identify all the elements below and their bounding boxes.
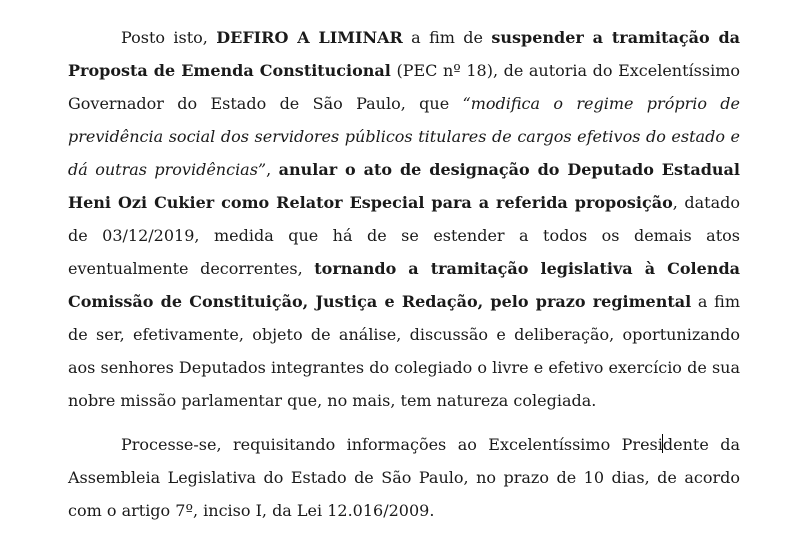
decision-intro-text: Posto isto,	[121, 28, 217, 47]
pec-subject-quote: “modifica o regime próprio de previdência social dos servidores públicos titulares de cargos efetivos do estado e dá outras providências”	[68, 94, 741, 179]
suspend-pec-text: suspender a tramitação da Proposta de Emenda Constitucional	[68, 28, 741, 80]
annul-designation-text: anular o ato de designação do Deputado Estadual Heni Ozi Cukier como Relator Especial para a referida proposição	[68, 160, 740, 212]
pec-authorship-text: (PEC nº 18), de autoria do Excelentíssimo Governador do Estado de São Paulo, que	[68, 61, 741, 113]
purpose-text: a fim de ser, efetivamente, objeto de análise, discussão e deliberação, oportunizando aos senhores Deputados integrantes do colegiado o livre e efetivo exercício de sua nobre missão parlamentar que, no mais, tem natureza colegiada.	[68, 292, 740, 410]
decision-paragraph	[68, 21, 740, 417]
return-to-committee-text: tornando a tramitação legislativa à Colenda Comissão de Constituição, Justiça e Redação, pelo prazo regimental	[68, 259, 740, 311]
defiro-liminar-text: DEFIRO A LIMINAR	[216, 28, 403, 47]
comma-text: ,	[266, 160, 279, 179]
connector-text: a fim de	[402, 28, 492, 47]
process-paragraph[interactable]	[68, 428, 740, 527]
process-text-after-cursor: dente da Assembleia Legislativa do Estado de São Paulo, no prazo de 10 dias, de acordo com o artigo 7º, inciso I, da Lei 12.016/2009.	[68, 435, 741, 520]
date-measure-text: , datado de 03/12/2019, medida que há de se estender a todos os demais atos eventualmente decorrentes,	[68, 193, 741, 278]
process-text-before-cursor: Processe-se, requisitando informações ao Excelentíssimo Presi	[121, 435, 663, 454]
